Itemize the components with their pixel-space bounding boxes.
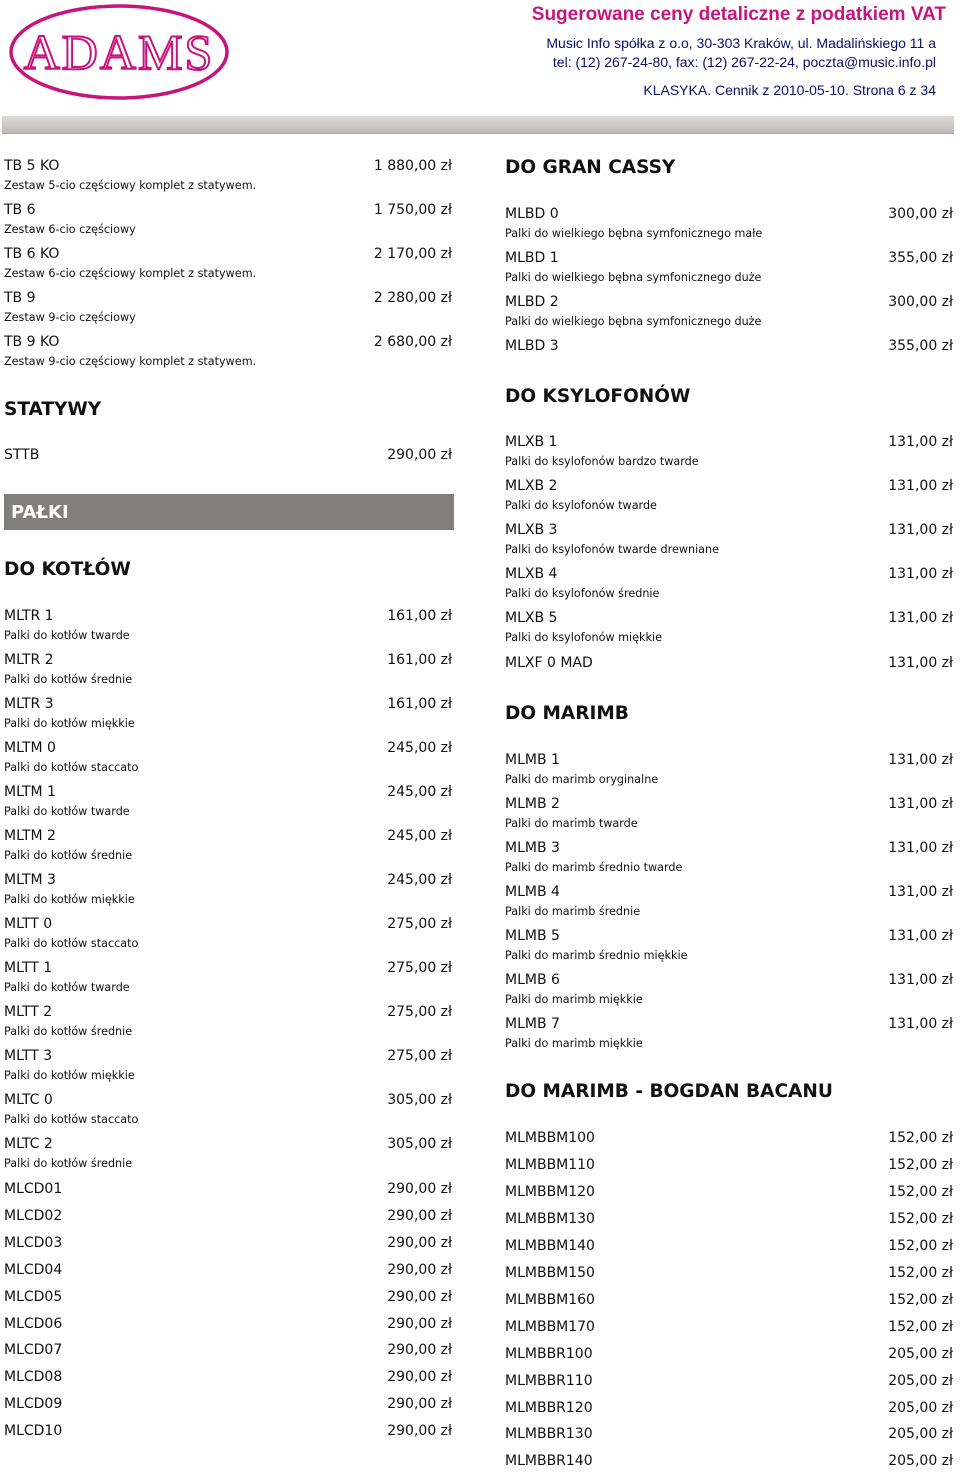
item-desc: Zestaw 6-cio częściowy	[4, 223, 136, 236]
item-code: MLXB 5	[505, 610, 558, 626]
item-code: MLBD 0	[505, 206, 559, 222]
item-desc: Palki do kotłów staccato	[4, 937, 139, 950]
item-code: MLMBBM130	[505, 1211, 595, 1227]
item-price: 245,00 zł	[387, 784, 452, 800]
section-heading-statywy: STATYWY	[4, 399, 102, 420]
item-desc: Palki do ksylofonów średnie	[505, 587, 660, 600]
item-desc: Palki do ksylofonów bardzo twarde	[505, 455, 699, 468]
item-price: 131,00 zł	[888, 1016, 953, 1032]
item-code: MLCD10	[4, 1423, 63, 1439]
item-price: 290,00 zł	[387, 447, 452, 463]
item-code: MLMB 7	[505, 1016, 560, 1032]
section-heading-bacanu: DO MARIMB - BOGDAN BACANU	[505, 1081, 833, 1102]
item-desc: Zestaw 9-cio częściowy komplet z statywem.	[4, 355, 257, 368]
item-price: 290,00 zł	[387, 1181, 452, 1197]
item-price: 305,00 zł	[387, 1092, 452, 1108]
company-info: Music Info spółka z o.o, 30-303 Kraków, ul. Madalińskiego 11 a	[546, 35, 936, 51]
item-code: MLCD09	[4, 1396, 63, 1412]
catalog-info: KLASYKA. Cennik z 2010-05-10. Strona 6 z 34	[643, 82, 936, 98]
item-desc: Zestaw 9-cio częściowy	[4, 311, 136, 324]
item-price: 290,00 zł	[387, 1262, 452, 1278]
item-price: 205,00 zł	[888, 1400, 953, 1416]
item-code: MLMBBM120	[505, 1184, 595, 1200]
item-code: MLMB 4	[505, 884, 560, 900]
item-code: MLMBBR110	[505, 1373, 593, 1389]
item-price: 152,00 zł	[888, 1319, 953, 1335]
item-price: 131,00 zł	[888, 434, 953, 450]
item-desc: Palki do marimb miękkie	[505, 1037, 643, 1050]
item-price: 205,00 zł	[888, 1346, 953, 1362]
item-desc: Palki do marimb oryginalne	[505, 773, 659, 786]
item-code: MLTT 1	[4, 960, 53, 976]
item-price: 2 680,00 zł	[373, 334, 452, 350]
item-price: 355,00 zł	[888, 338, 953, 354]
item-code: MLCD05	[4, 1289, 63, 1305]
item-code: MLCD02	[4, 1208, 63, 1224]
item-desc: Palki do kotłów miękkie	[4, 893, 135, 906]
item-code: MLTR 3	[4, 696, 54, 712]
item-desc: Palki do kotłów średnie	[4, 1157, 133, 1170]
item-price: 131,00 zł	[888, 884, 953, 900]
item-code: MLCD06	[4, 1316, 63, 1332]
item-code: MLCD07	[4, 1342, 63, 1358]
item-desc: Palki do kotłów średnie	[4, 849, 133, 862]
item-price: 290,00 zł	[387, 1423, 452, 1439]
item-desc: Palki do ksylofonów miękkie	[505, 631, 662, 644]
item-code: MLCD01	[4, 1181, 63, 1197]
item-code: MLCD03	[4, 1235, 63, 1251]
item-code: MLMBBR120	[505, 1400, 593, 1416]
item-price: 131,00 zł	[888, 655, 953, 671]
item-code: TB 9	[4, 290, 36, 306]
category-band-label: PAŁKI	[11, 502, 69, 523]
item-desc: Palki do kotłów twarde	[4, 805, 130, 818]
item-price: 131,00 zł	[888, 840, 953, 856]
item-desc: Palki do ksylofonów twarde drewniane	[505, 543, 720, 556]
page-title: Sugerowane ceny detaliczne z podatkiem VAT	[531, 4, 946, 25]
item-price: 290,00 zł	[387, 1289, 452, 1305]
item-code: MLMB 2	[505, 796, 560, 812]
item-code: STTB	[4, 447, 40, 463]
item-code: MLMB 3	[505, 840, 560, 856]
item-price: 290,00 zł	[387, 1208, 452, 1224]
item-price: 152,00 zł	[888, 1211, 953, 1227]
item-code: TB 6 KO	[4, 246, 60, 262]
item-price: 131,00 zł	[888, 752, 953, 768]
item-price: 152,00 zł	[888, 1292, 953, 1308]
item-code: MLTM 2	[4, 828, 56, 844]
item-desc: Palki do kotłów średnie	[4, 1025, 133, 1038]
item-code: TB 6	[4, 202, 36, 218]
item-price: 131,00 zł	[888, 478, 953, 494]
item-code: MLTR 2	[4, 652, 54, 668]
item-price: 131,00 zł	[888, 796, 953, 812]
item-price: 161,00 zł	[387, 608, 452, 624]
item-code: MLBD 2	[505, 294, 559, 310]
item-code: MLMBBM150	[505, 1265, 595, 1281]
item-code: MLMBBR130	[505, 1426, 593, 1442]
item-code: MLTT 0	[4, 916, 53, 932]
item-price: 290,00 zł	[387, 1369, 452, 1385]
adams-logo	[6, 2, 232, 102]
item-code: MLMBBM100	[505, 1130, 595, 1146]
item-code: MLBD 3	[505, 338, 559, 354]
section-heading-gran-cassy: DO GRAN CASSY	[505, 157, 676, 178]
item-price: 161,00 zł	[387, 696, 452, 712]
item-price: 131,00 zł	[888, 522, 953, 538]
item-code: MLMBBR100	[505, 1346, 593, 1362]
item-price: 2 280,00 zł	[373, 290, 452, 306]
item-desc: Palki do wielkiego bębna symfonicznego małe	[505, 227, 763, 240]
item-price: 275,00 zł	[387, 1048, 452, 1064]
item-price: 1 880,00 zł	[373, 158, 452, 174]
item-price: 2 170,00 zł	[373, 246, 452, 262]
item-code: MLTC 2	[4, 1136, 53, 1152]
item-code: MLMBBM160	[505, 1292, 595, 1308]
item-code: MLXF 0 MAD	[505, 655, 593, 671]
item-desc: Palki do wielkiego bębna symfonicznego duże	[505, 271, 762, 284]
item-code: MLTM 3	[4, 872, 56, 888]
item-price: 290,00 zł	[387, 1316, 452, 1332]
section-heading-kotly: DO KOTŁÓW	[4, 559, 131, 580]
header-divider	[2, 116, 954, 134]
contact-info: tel: (12) 267-24-80, fax: (12) 267-22-24, poczta@music.info.pl	[552, 54, 936, 70]
item-price: 131,00 zł	[888, 928, 953, 944]
item-desc: Palki do kotłów miękkie	[4, 717, 135, 730]
section-heading-marimby: DO MARIMB	[505, 703, 629, 724]
item-desc: Zestaw 5-cio częściowy komplet z statywem.	[4, 179, 257, 192]
item-price: 275,00 zł	[387, 960, 452, 976]
item-price: 152,00 zł	[888, 1184, 953, 1200]
item-price: 300,00 zł	[888, 294, 953, 310]
item-code: MLMB 6	[505, 972, 560, 988]
item-price: 245,00 zł	[387, 740, 452, 756]
item-price: 1 750,00 zł	[373, 202, 452, 218]
item-code: MLBD 1	[505, 250, 559, 266]
item-code: TB 5 KO	[4, 158, 60, 174]
item-price: 275,00 zł	[387, 1004, 452, 1020]
item-code: MLTM 0	[4, 740, 56, 756]
item-code: MLMB 5	[505, 928, 560, 944]
logo-text: ADAMS	[23, 24, 215, 80]
item-desc: Palki do marimb średnio twarde	[505, 861, 683, 874]
item-code: MLTT 2	[4, 1004, 53, 1020]
item-code: MLCD08	[4, 1369, 63, 1385]
item-price: 152,00 zł	[888, 1130, 953, 1146]
item-desc: Palki do ksylofonów twarde	[505, 499, 657, 512]
item-price: 290,00 zł	[387, 1235, 452, 1251]
item-price: 131,00 zł	[888, 610, 953, 626]
item-desc: Palki do marimb średnie	[505, 905, 641, 918]
item-price: 245,00 zł	[387, 828, 452, 844]
item-desc: Palki do kotłów twarde	[4, 981, 130, 994]
category-band-palki	[4, 494, 454, 530]
item-code: MLXB 3	[505, 522, 558, 538]
item-price: 161,00 zł	[387, 652, 452, 668]
item-desc: Palki do marimb średnio miękkie	[505, 949, 688, 962]
item-price: 152,00 zł	[888, 1238, 953, 1254]
item-desc: Zestaw 6-cio częściowy komplet z statywem.	[4, 267, 257, 280]
item-desc: Palki do kotłów miękkie	[4, 1069, 135, 1082]
item-code: MLTC 0	[4, 1092, 53, 1108]
section-heading-ksylofony: DO KSYLOFONÓW	[505, 386, 691, 407]
item-price: 275,00 zł	[387, 916, 452, 932]
item-desc: Palki do kotłów średnie	[4, 673, 133, 686]
item-price: 131,00 zł	[888, 566, 953, 582]
item-price: 290,00 zł	[387, 1396, 452, 1412]
item-code: MLMBBR140	[505, 1453, 593, 1469]
item-desc: Palki do wielkiego bębna symfonicznego duże	[505, 315, 762, 328]
item-price: 152,00 zł	[888, 1265, 953, 1281]
item-code: MLXB 1	[505, 434, 558, 450]
item-price: 355,00 zł	[888, 250, 953, 266]
item-code: MLXB 4	[505, 566, 558, 582]
item-code: MLMBBM110	[505, 1157, 595, 1173]
item-price: 152,00 zł	[888, 1157, 953, 1173]
item-price: 205,00 zł	[888, 1426, 953, 1442]
item-price: 290,00 zł	[387, 1342, 452, 1358]
item-price: 205,00 zł	[888, 1453, 953, 1469]
item-code: MLTR 1	[4, 608, 54, 624]
item-code: MLTT 3	[4, 1048, 53, 1064]
item-price: 245,00 zł	[387, 872, 452, 888]
item-code: MLMB 1	[505, 752, 560, 768]
item-desc: Palki do marimb miękkie	[505, 993, 643, 1006]
item-code: MLMBBM170	[505, 1319, 595, 1335]
item-code: MLCD04	[4, 1262, 63, 1278]
item-code: MLXB 2	[505, 478, 558, 494]
item-price: 131,00 zł	[888, 972, 953, 988]
item-desc: Palki do kotłów staccato	[4, 1113, 139, 1126]
item-desc: Palki do kotłów twarde	[4, 629, 130, 642]
item-desc: Palki do kotłów staccato	[4, 761, 139, 774]
item-price: 300,00 zł	[888, 206, 953, 222]
item-code: MLTM 1	[4, 784, 56, 800]
item-desc: Palki do marimb twarde	[505, 817, 638, 830]
item-price: 305,00 zł	[387, 1136, 452, 1152]
item-price: 205,00 zł	[888, 1373, 953, 1389]
item-code: TB 9 KO	[4, 334, 60, 350]
item-code: MLMBBM140	[505, 1238, 595, 1254]
